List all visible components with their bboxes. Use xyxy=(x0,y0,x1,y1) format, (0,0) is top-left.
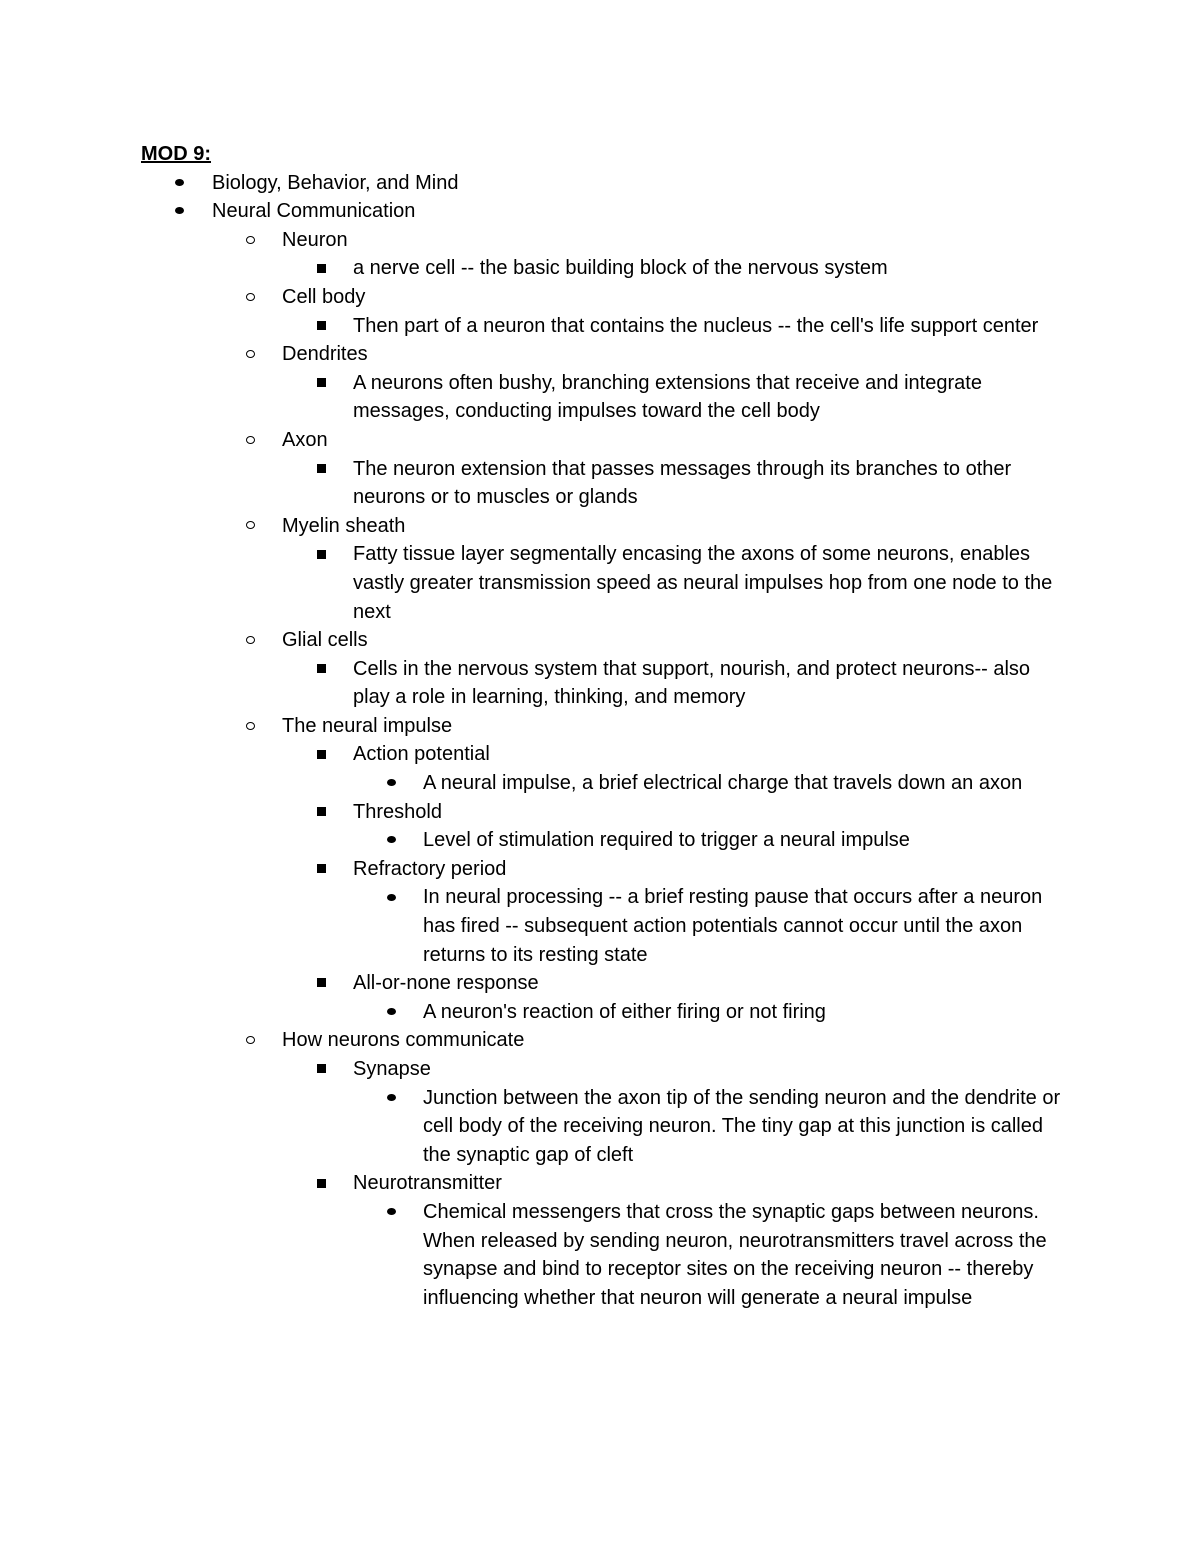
dot-bullet-icon xyxy=(387,1084,396,1113)
list-item xyxy=(141,655,1071,712)
list-item xyxy=(141,1198,1071,1312)
list-item xyxy=(141,312,1071,341)
square-bullet-shape xyxy=(317,464,326,473)
square-bullet-icon xyxy=(317,969,326,998)
document-title: MOD 9: xyxy=(141,143,211,165)
list-item xyxy=(141,226,1071,255)
list-item xyxy=(141,369,1071,426)
circle-bullet-shape xyxy=(246,293,255,301)
list-item-text: Glial cells xyxy=(282,629,368,652)
list-item-text: Synapse xyxy=(353,1058,431,1080)
list-item-text: Refractory period xyxy=(353,857,507,880)
circle-bullet-icon xyxy=(246,1026,255,1055)
dot-bullet-shape xyxy=(387,836,396,843)
circle-bullet-shape xyxy=(246,636,255,644)
list-item-text: Chemical messengers that cross the synaptic gaps between neurons. When released by sending neuron, neurotransmitters travel across the synapse and bind to receptor sites on the receiving neuron -- thereby influencing whether that neuron will generate a neural impulse xyxy=(423,1200,1047,1309)
list-item xyxy=(141,1084,1071,1170)
dot-bullet-shape xyxy=(387,779,396,786)
square-bullet-icon xyxy=(317,740,326,769)
square-bullet-shape xyxy=(317,864,326,873)
dot-bullet-icon xyxy=(387,998,396,1027)
list-item xyxy=(141,283,1071,312)
circle-bullet-shape xyxy=(246,722,255,730)
dot-bullet-icon xyxy=(387,826,396,855)
dot-bullet-icon xyxy=(387,883,396,912)
list-item xyxy=(141,426,1071,455)
square-bullet-icon xyxy=(317,655,326,684)
list-item-text: Myelin sheath xyxy=(282,514,406,537)
list-item-text: In neural processing -- a brief resting pause that occurs after a neuron has fired -- subsequent action potentials cannot occur until the axon returns to its resting state xyxy=(423,886,1043,966)
list-item xyxy=(141,769,1071,798)
list-item xyxy=(141,855,1071,884)
list-item xyxy=(141,340,1071,369)
list-item-text: Junction between the axon tip of the sending neuron and the dendrite or cell body of the receiving neuron. The tiny gap at this junction is called the synaptic gap of cleft xyxy=(423,1086,1061,1166)
square-bullet-shape xyxy=(317,264,326,273)
circle-bullet-icon xyxy=(246,712,255,741)
list-item-text: Cells in the nervous system that support, nourish, and protect neurons-- also play a role in learning, thinking, and memory xyxy=(353,657,1031,709)
list-item-text: Fatty tissue layer segmentally encasing the axons of some neurons, enables vastly greater transmission speed as neural impulses hop from one node to the next xyxy=(353,543,1053,623)
circle-bullet-shape xyxy=(246,521,255,529)
dot-bullet-shape xyxy=(387,894,396,901)
circle-bullet-shape xyxy=(246,436,255,444)
list-item-text: Dendrites xyxy=(282,343,368,366)
square-bullet-icon xyxy=(317,540,326,569)
list-item-text: Neural Communication xyxy=(212,200,416,223)
square-bullet-icon xyxy=(317,312,326,341)
circle-bullet-icon xyxy=(246,340,255,369)
list-item-text: Threshold xyxy=(353,800,442,823)
outline-list xyxy=(141,169,1071,1313)
circle-bullet-icon xyxy=(246,626,255,655)
square-bullet-shape xyxy=(317,664,326,673)
list-item xyxy=(141,826,1071,855)
dot-bullet-shape xyxy=(387,1094,396,1101)
list-item-text: A neurons often bushy, branching extensions that receive and integrate messages, conducting impulses toward the cell body xyxy=(353,371,982,423)
square-bullet-shape xyxy=(317,1179,326,1188)
list-item xyxy=(141,1055,1071,1084)
square-bullet-shape xyxy=(317,750,326,759)
list-item-text: Neurotransmitter xyxy=(353,1172,502,1195)
square-bullet-icon xyxy=(317,798,326,827)
circle-bullet-icon xyxy=(246,283,255,312)
dot-bullet-icon xyxy=(387,769,396,798)
list-item-text: How neurons communicate xyxy=(282,1029,525,1052)
square-bullet-icon xyxy=(317,855,326,884)
square-bullet-icon xyxy=(317,254,326,283)
list-item xyxy=(141,1169,1071,1198)
list-item-text: A neural impulse, a brief electrical charge that travels down an axon xyxy=(423,772,1023,795)
list-item-text: Neuron xyxy=(282,228,348,251)
dot-bullet-icon xyxy=(387,1198,396,1227)
square-bullet-shape xyxy=(317,378,326,387)
list-item-text: A neuron's reaction of either firing or not firing xyxy=(423,1000,826,1023)
list-item xyxy=(141,798,1071,827)
square-bullet-icon xyxy=(317,455,326,484)
square-bullet-shape xyxy=(317,550,326,559)
circle-bullet-icon xyxy=(246,226,255,255)
list-item-text: Biology, Behavior, and Mind xyxy=(212,171,459,194)
dot-bullet-shape xyxy=(175,207,184,214)
dot-bullet-shape xyxy=(387,1008,396,1015)
list-item-text: The neural impulse xyxy=(282,714,453,737)
square-bullet-shape xyxy=(317,1064,326,1073)
square-bullet-icon xyxy=(317,369,326,398)
list-item xyxy=(141,1026,1071,1055)
dot-bullet-icon xyxy=(175,169,184,198)
list-item xyxy=(141,969,1071,998)
list-item xyxy=(141,455,1071,512)
list-item xyxy=(141,540,1071,626)
list-item xyxy=(141,169,1071,198)
square-bullet-icon xyxy=(317,1169,326,1198)
list-item-text: Axon xyxy=(282,428,328,451)
list-item xyxy=(141,740,1071,769)
list-item-text: The neuron extension that passes messages through its branches to other neurons or to muscles or glands xyxy=(353,457,1012,509)
list-item-text: Then part of a neuron that contains the nucleus -- the cell's life support center xyxy=(353,314,1039,337)
list-item xyxy=(141,998,1071,1027)
list-item-text: All-or-none response xyxy=(353,972,539,995)
dot-bullet-shape xyxy=(387,1208,396,1215)
circle-bullet-shape xyxy=(246,350,255,358)
list-item xyxy=(141,883,1071,969)
dot-bullet-icon xyxy=(175,197,184,226)
square-bullet-icon xyxy=(317,1055,326,1084)
list-item-text: Action potential xyxy=(353,743,490,766)
list-item xyxy=(141,197,1071,226)
list-item-text: a nerve cell -- the basic building block of the nervous system xyxy=(353,257,888,280)
list-item-text: Cell body xyxy=(282,285,366,308)
circle-bullet-shape xyxy=(246,1036,255,1044)
circle-bullet-icon xyxy=(246,512,255,541)
list-item xyxy=(141,712,1071,741)
list-item xyxy=(141,512,1071,541)
square-bullet-shape xyxy=(317,321,326,330)
list-item xyxy=(141,254,1071,283)
list-item-text: Level of stimulation required to trigger a neural impulse xyxy=(423,829,910,852)
square-bullet-shape xyxy=(317,978,326,987)
circle-bullet-icon xyxy=(246,426,255,455)
dot-bullet-shape xyxy=(175,179,184,186)
square-bullet-shape xyxy=(317,807,326,816)
list-item xyxy=(141,626,1071,655)
document-page xyxy=(141,140,1071,1312)
circle-bullet-shape xyxy=(246,236,255,244)
